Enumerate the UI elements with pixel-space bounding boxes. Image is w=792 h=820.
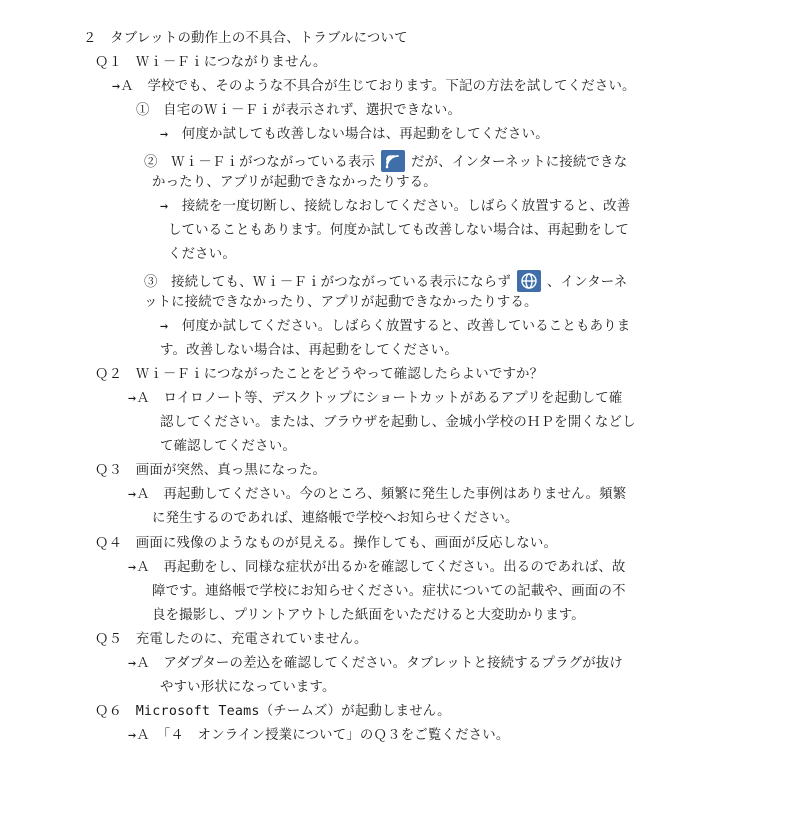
globe-no-internet-icon [517, 270, 541, 292]
q6-question: Ｑ６ Microsoft Teams（チームズ）が起動しません。 [95, 704, 451, 719]
q5-answer-line1: →Ａ アダプターの差込を確認してください。タブレットと接続するプラグが抜け [128, 656, 623, 671]
q1-item3-line4: す。改善しない場合は、再起動をしてください。 [160, 343, 458, 358]
q4-answer-line2: 障です。連絡帳で学校にお知らせください。症状についての記載や、画面の不 [152, 584, 626, 599]
q5-answer-line2: やすい形状になっています。 [160, 680, 336, 695]
section-title: ２ タブレットの動作上の不具合、トラブルについて [83, 31, 408, 46]
q1-item1-line2: → 何度か試しても改善しない場合は、再起動をしてください。 [160, 127, 549, 142]
q2-question: Ｑ２ Ｗｉ－Ｆｉにつながったことをどうやって確認したらよいですか？ [95, 367, 544, 382]
q1-item2-line1-a: ② Ｗｉ－Ｆｉがつながっている表示 [144, 155, 376, 170]
q2-answer-line1: →Ａ ロイロノート等、デスクトップにショートカットがあるアプリを起動して確 [128, 391, 623, 406]
q1-item3-line1 [144, 270, 627, 292]
q2-answer-line3: て確認してください。 [160, 439, 296, 454]
q1-item2-line5: ください。 [168, 247, 236, 262]
q1-item2-line1 [144, 150, 627, 172]
q1-answer: →Ａ 学校でも、そのような不具合が生じております。下記の方法を試してください。 [112, 79, 636, 94]
q4-question: Ｑ４ 画面に残像のようなものが見える。操作しても、画面が反応しない。 [95, 536, 558, 551]
q4-answer-line1: →Ａ 再起動をし、同様な症状が出るかを確認してください。出るのであれば、故 [128, 560, 626, 575]
wifi-signal-icon [381, 150, 405, 172]
q1-item1-line1: ① 自宅のＷｉ－Ｆｉが表示されず、選択できない。 [136, 103, 462, 118]
q1-item3-line1-a: ③ 接続しても、Ｗｉ－Ｆｉがつながっている表示にならず [144, 275, 511, 290]
q1-item2-line3: → 接続を一度切断し、接続しなおしてください。しばらく放置すると、改善 [160, 199, 631, 214]
q1-item2-line4: していることもあります。何度か試しても改善しない場合は、再起動をして [168, 223, 630, 238]
q3-answer-line1: →Ａ 再起動してください。今のところ、頻繁に発生した事例はありません。頻繁 [128, 487, 627, 502]
q1-item2-line1-b: だが、インターネットに接続できな [411, 155, 628, 170]
q4-answer-line3: 良を撮影し、プリントアウトした紙面をいただけると大変助かります。 [152, 608, 585, 623]
q1-item3-line1-b: 、インターネ [546, 275, 628, 290]
q2-answer-line2: 認してください。または、ブラウザを起動し、金城小学校のＨＰを開くなどし [160, 415, 636, 430]
q5-question: Ｑ５ 充電したのに、充電されていません。 [95, 632, 368, 647]
q1-item3-line3: → 何度か試してください。しばらく放置すると、改善していることもありま [160, 319, 631, 334]
q1-item3-line2: ットに接続できなかったり、アプリが起動できなかったりする。 [144, 295, 538, 310]
q1-question: Ｑ１ Ｗｉ－Ｆｉにつながりません。 [95, 55, 327, 70]
q3-question: Ｑ３ 画面が突然、真っ黒になった。 [95, 463, 327, 478]
q3-answer-line2: に発生するのであれば、連絡帳で学校へお知らせください。 [152, 511, 519, 526]
q1-item2-line2: かったり、アプリが起動できなかったりする。 [152, 175, 437, 190]
q6-answer: →Ａ 「４ オンライン授業について」のＱ３をご覧ください。 [128, 728, 510, 743]
